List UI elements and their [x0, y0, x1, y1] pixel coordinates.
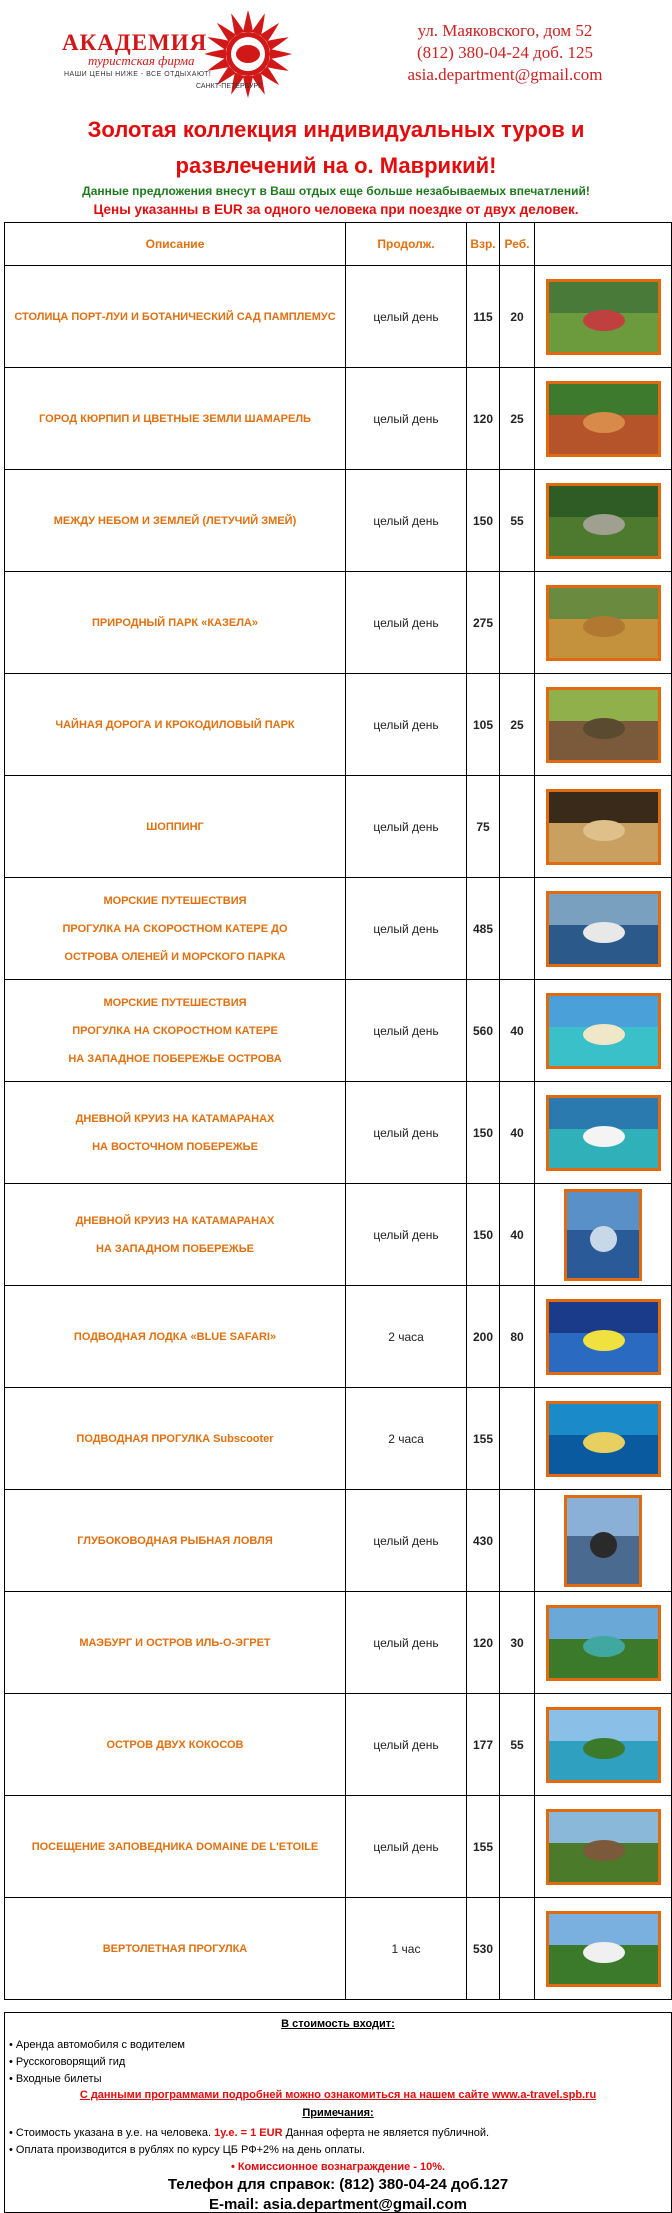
price-child — [499, 1898, 534, 1999]
photo-cell — [534, 1388, 671, 1489]
price-child: 25 — [499, 674, 534, 775]
tortoises-photo — [546, 687, 661, 763]
tour-description: ГОРОД КЮРПИП И ЦВЕТНЫЕ ЗЕМЛИ ШАМАРЕЛЬ — [39, 412, 311, 425]
tour-duration: целый день — [345, 1184, 466, 1285]
tour-duration: целый день — [345, 980, 466, 1081]
tour-description: ПОДВОДНАЯ ПРОГУЛКА Subscooter — [76, 1432, 274, 1445]
tour-duration: 2 часа — [345, 1388, 466, 1489]
table-row — [5, 265, 671, 367]
price-adult: 430 — [466, 1490, 499, 1591]
tour-duration: целый день — [345, 878, 466, 979]
table-row — [5, 775, 671, 877]
price-adult: 150 — [466, 1082, 499, 1183]
price-adult: 75 — [466, 776, 499, 877]
islet-photo — [546, 1707, 661, 1783]
coast-photo — [546, 1605, 661, 1681]
table-header-row — [5, 223, 671, 265]
price-adult: 177 — [466, 1694, 499, 1795]
tour-description: МОРСКИЕ ПУТЕШЕСТВИЯ ПРОГУЛКА НА СКОРОСТНОМ КАТЕРЕ НА ЗАПАДНОЕ ПОБЕРЕЖЬЕ ОСТРОВА — [68, 996, 282, 1065]
tour-description: СТОЛИЦА ПОРТ-ЛУИ И БОТАНИЧЕСКИЙ САД ПАМПЛЕМУС — [14, 310, 336, 323]
photo-cell — [534, 1592, 671, 1693]
lions-photo — [546, 585, 661, 661]
subscooter-photo — [546, 1401, 661, 1477]
company-logo — [62, 8, 302, 98]
tour-duration: целый день — [345, 776, 466, 877]
notes-title: Примечания: — [302, 2107, 374, 2119]
tour-duration: целый день — [345, 1796, 466, 1897]
logo-city: САНКТ-ПЕТЕРБУРГ — [196, 83, 262, 90]
list-item: • Входные билеты — [9, 2073, 102, 2085]
tour-description: ГЛУБОКОВОДНАЯ РЫБНАЯ ЛОВЛЯ — [77, 1534, 273, 1547]
photo-cell — [534, 1184, 671, 1285]
photo-cell — [534, 1286, 671, 1387]
price-child: 40 — [499, 1184, 534, 1285]
address: ул. Маяковского, дом 52 — [417, 21, 593, 40]
tour-duration: 2 часа — [345, 1286, 466, 1387]
price-child: 55 — [499, 1694, 534, 1795]
tour-description: ОСТРОВ ДВУХ КОКОСОВ — [106, 1738, 244, 1751]
note-currency-text: • Стоимость указана в у.е. на человека. — [9, 2127, 215, 2139]
photo-cell — [534, 674, 671, 775]
tour-duration: целый день — [345, 572, 466, 673]
table-row — [5, 673, 671, 775]
price-child — [499, 1388, 534, 1489]
notes-list — [9, 2125, 489, 2159]
lily-pads-photo — [546, 279, 661, 355]
photo-cell — [534, 1796, 671, 1897]
price-adult: 120 — [466, 1592, 499, 1693]
price-child: 40 — [499, 980, 534, 1081]
marlin-photo — [564, 1495, 642, 1587]
price-child — [499, 776, 534, 877]
price-note: Цены указанны в EUR за одного человека при поездке от двух деловек. — [93, 202, 579, 217]
price-adult: 155 — [466, 1388, 499, 1489]
email[interactable]: asia.department@gmail.com — [407, 65, 603, 84]
note-rate: 1у.е. = 1 EUR — [214, 2127, 283, 2139]
column-header-child: Реб. — [499, 223, 534, 265]
submarine-photo — [546, 1299, 661, 1375]
tour-description: ВЕРТОЛЕТНАЯ ПРОГУЛКА — [102, 1942, 248, 1955]
price-adult: 275 — [466, 572, 499, 673]
price-child — [499, 1490, 534, 1591]
tour-description: ПОДВОДНАЯ ЛОДКА «BLUE SAFARI» — [73, 1330, 277, 1343]
dolphin-photo — [564, 1189, 642, 1281]
tour-description: ПОСЕЩЕНИЕ ЗАПОВЕДНИКА DOMAINE DE L'ETOILE — [31, 1840, 319, 1853]
tour-description: МАЭБУРГ И ОСТРОВ ИЛЬ-О-ЭГРЕТ — [79, 1636, 271, 1649]
table-row — [5, 1795, 671, 1897]
helicopter-photo — [546, 1911, 661, 1987]
logo-name: АКАДЕМИЯ — [62, 30, 208, 55]
commission-note: • Комиссионное вознаграждение - 10%. — [230, 2161, 446, 2173]
speedboat-photo — [546, 891, 661, 967]
price-child — [499, 1796, 534, 1897]
price-adult: 115 — [466, 266, 499, 367]
price-child: 55 — [499, 470, 534, 571]
tour-duration: целый день — [345, 1592, 466, 1693]
column-header-photo — [534, 223, 671, 265]
tour-duration: целый день — [345, 1082, 466, 1183]
photo-cell — [534, 1898, 671, 1999]
table-row — [5, 1489, 671, 1591]
tour-duration: целый день — [345, 470, 466, 571]
table-row — [5, 1693, 671, 1795]
note-currency — [9, 2125, 489, 2142]
program-link[interactable]: С данными программами подробней можно ознакомиться на нашем сайте www.a-travel.spb.ru — [79, 2089, 597, 2101]
tour-duration: 1 час — [345, 1898, 466, 1999]
colored-earth-photo — [546, 381, 661, 457]
price-child: 30 — [499, 1592, 534, 1693]
tour-description: ДНЕВНОЙ КРУИЗ НА КАТАМАРАНАХ НА ВОСТОЧНОМ ПОБЕРЕЖЬЕ — [75, 1112, 275, 1153]
photo-cell — [534, 1082, 671, 1183]
photo-cell — [534, 878, 671, 979]
price-child: 80 — [499, 1286, 534, 1387]
zipline-forest-photo — [546, 483, 661, 559]
catamaran-photo — [546, 1095, 661, 1171]
tour-description: ПРИРОДНЫЙ ПАРК «КАЗЕЛА» — [91, 616, 258, 629]
footer-info — [4, 2012, 672, 2213]
table-row — [5, 1897, 671, 1999]
table-row — [5, 571, 671, 673]
photo-cell — [534, 266, 671, 367]
price-child — [499, 572, 534, 673]
tours-table — [4, 222, 672, 2000]
footer-email[interactable]: E-mail: asia.department@gmail.com — [208, 2196, 468, 2213]
phone: (812) 380-04-24 доб. 125 — [417, 43, 593, 62]
tour-duration: целый день — [345, 368, 466, 469]
price-adult: 150 — [466, 1184, 499, 1285]
subtitle: Данные предложения внесут в Ваш отдых еще больше незабываемых впечатлений! — [82, 184, 590, 198]
tour-duration: целый день — [345, 1694, 466, 1795]
footer-phone: Телефон для справок: (812) 380-04-24 доб.127 — [167, 2176, 509, 2193]
price-adult: 485 — [466, 878, 499, 979]
tour-duration: целый день — [345, 1490, 466, 1591]
price-child: 40 — [499, 1082, 534, 1183]
table-row — [5, 1183, 671, 1285]
included-list — [9, 2037, 185, 2088]
note-offer: Данная оферта не является публичной. — [282, 2127, 490, 2139]
tour-description: ШОППИНГ — [146, 820, 204, 833]
tour-description: ЧАЙНАЯ ДОРОГА И КРОКОДИЛОВЫЙ ПАРК — [55, 718, 295, 731]
photo-cell — [534, 1694, 671, 1795]
table-row — [5, 1081, 671, 1183]
page-header — [0, 0, 672, 105]
price-adult: 200 — [466, 1286, 499, 1387]
table-row — [5, 877, 671, 979]
note-payment: • Оплата производится в рублях по курсу ЦБ РФ+2% на день оплаты. — [9, 2144, 366, 2156]
page-title: Золотая коллекция индивидуальных туров и развлечений на о. Маврикий! — [87, 117, 585, 178]
tour-description: ДНЕВНОЙ КРУИЗ НА КАТАМАРАНАХ НА ЗАПАДНОМ ПОБЕРЕЖЬЕ — [75, 1214, 275, 1255]
price-adult: 155 — [466, 1796, 499, 1897]
price-adult: 120 — [466, 368, 499, 469]
tour-description: МОРСКИЕ ПУТЕШЕСТВИЯ ПРОГУЛКА НА СКОРОСТНОМ КАТЕРЕ ДО ОСТРОВА ОЛЕНЕЙ И МОРСКОГО ПАРКА — [62, 894, 288, 963]
table-row — [5, 367, 671, 469]
list-item: • Русскоговорящий гид — [9, 2056, 126, 2068]
tour-duration: целый день — [345, 266, 466, 367]
table-row — [5, 469, 671, 571]
price-adult: 530 — [466, 1898, 499, 1999]
table-row — [5, 1591, 671, 1693]
photo-cell — [534, 470, 671, 571]
table-row — [5, 1285, 671, 1387]
quad-bikes-photo — [546, 1809, 661, 1885]
price-child — [499, 878, 534, 979]
photo-cell — [534, 776, 671, 877]
ship-models-photo — [546, 789, 661, 865]
sandbank-photo — [546, 993, 661, 1069]
column-header-adult: Взр. — [466, 223, 499, 265]
price-adult: 150 — [466, 470, 499, 571]
price-adult: 105 — [466, 674, 499, 775]
photo-cell — [534, 980, 671, 1081]
price-child: 25 — [499, 368, 534, 469]
contact-block — [380, 20, 630, 86]
logo-subtitle: туристская фирма — [88, 53, 195, 68]
tour-duration: целый день — [345, 674, 466, 775]
table-row — [5, 979, 671, 1081]
column-header-duration: Продолж. — [345, 223, 466, 265]
photo-cell — [534, 368, 671, 469]
table-row — [5, 1387, 671, 1489]
column-header-description: Описание — [145, 237, 205, 251]
price-child: 20 — [499, 266, 534, 367]
photo-cell — [534, 1490, 671, 1591]
included-title: В стоимость входит: — [281, 2018, 395, 2030]
price-adult: 560 — [466, 980, 499, 1081]
tour-description: МЕЖДУ НЕБОМ И ЗЕМЛЕЙ (ЛЕТУЧИЙ ЗМЕЙ) — [53, 514, 297, 527]
list-item: • Аренда автомобиля с водителем — [9, 2039, 185, 2051]
photo-cell — [534, 572, 671, 673]
logo-tagline: НАШИ ЦЕНЫ НИЖЕ - ВСЕ ОТДЫХАЮТ! — [64, 71, 212, 78]
